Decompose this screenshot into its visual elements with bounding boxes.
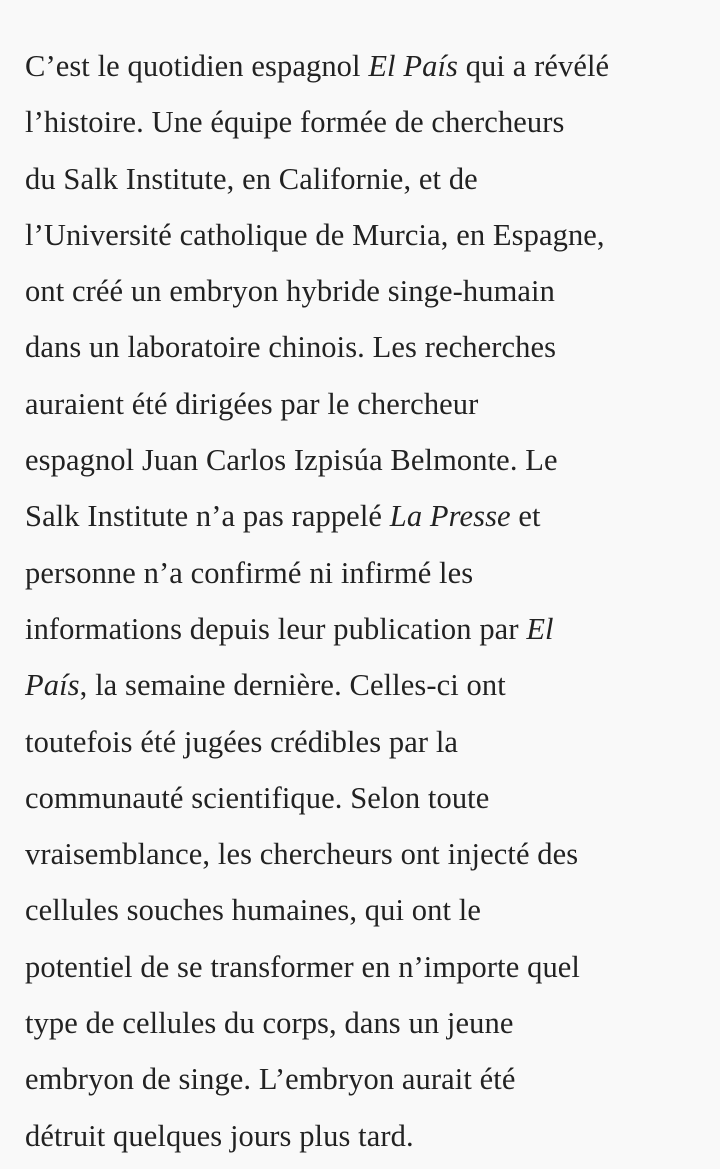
- text-line: País, la semaine dernière. Celles-ci ont: [25, 668, 506, 703]
- text-line: du Salk Institute, en Californie, et de: [25, 161, 478, 196]
- text-line: communauté scientifique. Selon toute: [25, 780, 490, 815]
- text-line: toutefois été jugées crédibles par la: [25, 724, 459, 759]
- text-line: informations depuis leur publication par El: [25, 611, 554, 646]
- article-paragraph: [25, 38, 715, 1164]
- text-line: personne n’a confirmé ni infirmé les: [25, 555, 474, 590]
- text-line: cellules souches humaines, qui ont le: [25, 893, 482, 928]
- publication-name: El: [526, 611, 554, 646]
- text-line: embryon de singe. L’embryon aurait été: [25, 1062, 516, 1097]
- text-line: l’histoire. Une équipe formée de chercheurs: [25, 105, 565, 140]
- text-line: ont créé un embryon hybride singe-humain: [25, 274, 555, 309]
- text-line: C’est le quotidien espagnol El País qui a révélé: [25, 49, 610, 83]
- text-line: dans un laboratoire chinois. Les recherches: [25, 330, 557, 365]
- text-line: potentiel de se transformer en n’importe quel: [25, 949, 581, 984]
- text-line: Salk Institute n’a pas rappelé La Presse et: [25, 499, 541, 534]
- text-line: espagnol Juan Carlos Izpisúa Belmonte. Le: [25, 443, 558, 478]
- publication-name: La Presse: [389, 499, 511, 534]
- text-line: type de cellules du corps, dans un jeune: [25, 1006, 514, 1041]
- publication-name: El País: [368, 49, 458, 83]
- text-line: auraient été dirigées par le chercheur: [25, 386, 479, 421]
- text-line: vraisemblance, les chercheurs ont injecté des: [25, 837, 579, 872]
- text-line: l’Université catholique de Murcia, en Espagne,: [25, 217, 605, 252]
- publication-name: País: [25, 668, 80, 703]
- text-line: détruit quelques jours plus tard.: [25, 1118, 414, 1153]
